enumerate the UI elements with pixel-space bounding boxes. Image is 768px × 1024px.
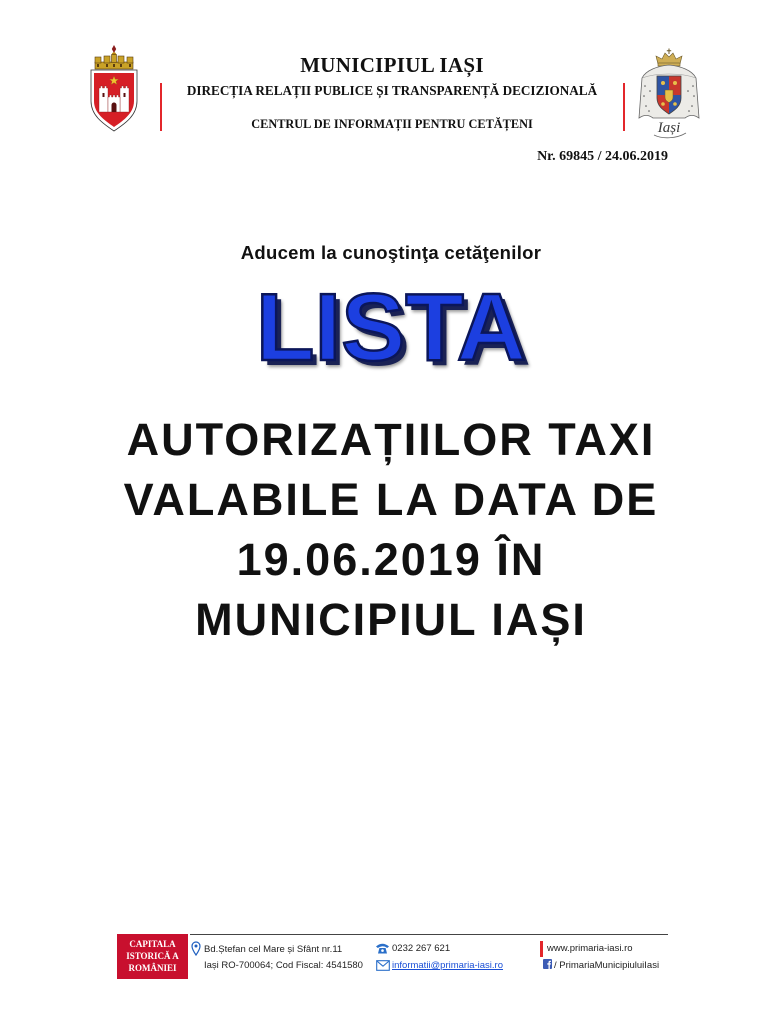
email-link[interactable]: informatii@primaria-iasi.ro [392,960,503,971]
header-divider-right [623,83,625,131]
title-line: VALABILE LA DATA DE [123,474,659,525]
office-name: CENTRUL DE INFORMAȚII PENTRU CETĂȚENI [251,117,533,131]
website-link[interactable]: www.primaria-iasi.ro [547,943,633,954]
iasi-historical-crest-icon [636,48,702,142]
header-divider-left [160,83,162,131]
footer-rule [190,934,668,935]
phone-icon [375,942,390,954]
iasi-coat-of-arms-icon [86,44,142,132]
address-line-city: Iași RO-700064; Cod Fiscal: 4541580 [204,960,363,971]
department-name: DIRECȚIA RELAȚII PUBLICE ȘI TRANSPARENȚĂ DECIZIONALĂ [186,83,598,98]
phone-number: 0232 267 621 [392,943,451,954]
crest-lettering [654,120,686,138]
facebook-icon[interactable] [543,959,552,969]
title-line: 19.06.2019 ÎN [236,534,546,585]
intro-text: Aducem la cunoştinţa cetăţenilor [240,242,542,263]
envelope-icon [376,960,390,971]
document-title [14,410,768,650]
crest-script-text: Iași [657,120,681,136]
institution-title: MUNICIPIUL IAȘI [300,53,484,77]
royal-crown [656,49,682,67]
location-pin-icon [191,941,201,956]
badge-line: ISTORICĂ A [126,951,179,961]
document-heading: LISTA [255,274,527,381]
facebook-page-link[interactable]: / PrimariaMunicipiuluiIasi [554,960,660,971]
registration-number: Nr. 69845 / 24.06.2019 [537,149,668,164]
badge-line: ROMÂNIEI [128,963,177,973]
title-line: AUTORIZAȚIILOR TAXI [126,414,656,465]
website-marker [540,941,543,957]
badge-line: CAPITALA [129,939,176,949]
address-line-street: Bd.Ștefan cel Mare și Sfânt nr.11 [204,944,343,955]
title-line: MUNICIPIUL IAȘI [195,594,587,645]
historic-capital-badge [117,934,188,979]
